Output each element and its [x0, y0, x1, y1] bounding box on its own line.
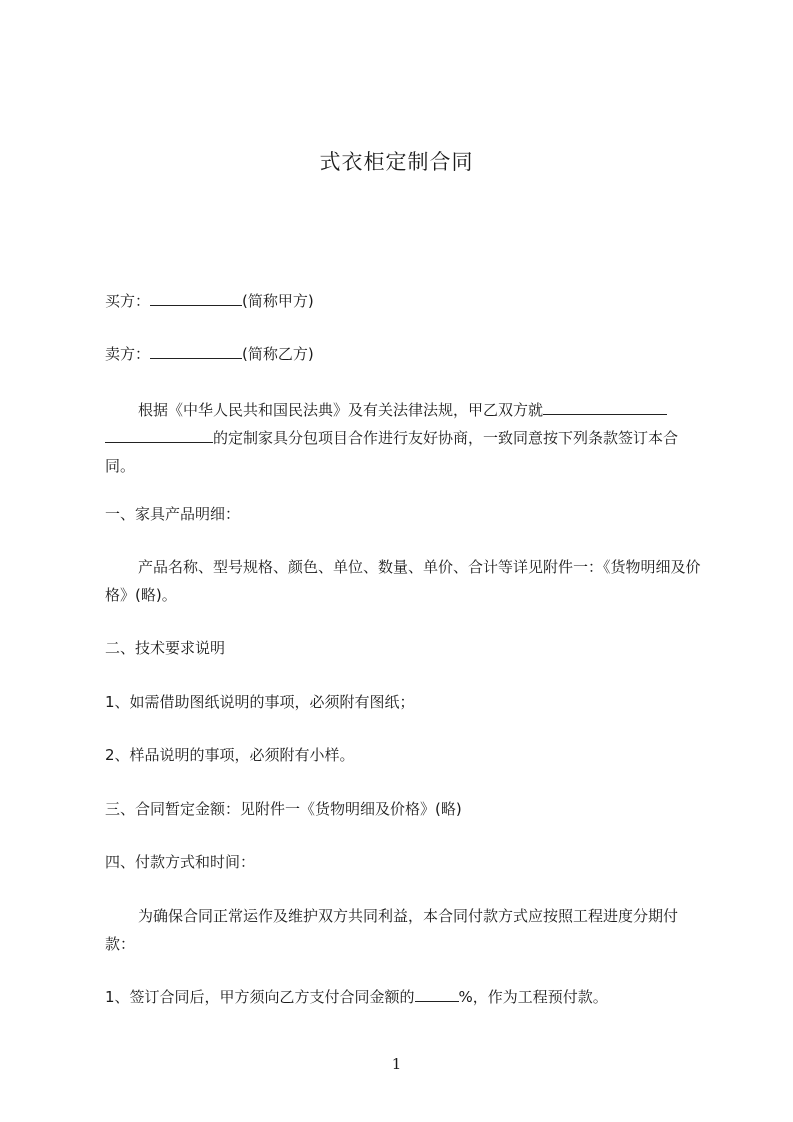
section-3-heading: 三、合同暂定金额：见附件一《货物明细及价格》(略) [105, 800, 462, 818]
section-1-heading: 一、家具产品明细： [105, 505, 241, 523]
seller-suffix: (简称乙方) [242, 345, 314, 363]
section-4-body: 为确保合同正常运作及维护双方共同利益，本合同付款方式应按照工程进度分期付款： [105, 907, 679, 953]
buyer-suffix: (简称甲方) [242, 292, 314, 310]
project-blank-2[interactable] [105, 426, 213, 443]
page-number: 1 [391, 1055, 402, 1073]
buyer-blank[interactable] [150, 289, 242, 306]
seller-line [105, 340, 705, 368]
project-blank-1[interactable] [543, 398, 667, 415]
buyer-line [105, 287, 705, 315]
percentage-blank[interactable] [415, 985, 459, 1002]
section-2-item-1: 1、如需借助图纸说明的事项，必须附有图纸； [105, 693, 415, 711]
section-2-heading: 二、技术要求说明 [105, 639, 226, 657]
seller-blank[interactable] [150, 342, 242, 359]
document-title: 式衣柜定制合同 [319, 150, 474, 174]
section-4-item-1 [105, 983, 705, 1011]
preamble-part1: 根据《中华人民共和国民法典》及有关法律法规，甲乙双方就 [138, 401, 544, 419]
section-2-item-2: 2、样品说明的事项，必须附有小样。 [105, 746, 355, 764]
section-4-item-1-part2: %，作为工程预付款。 [458, 988, 608, 1006]
section-1-body: 产品名称、型号规格、颜色、单位、数量、单价、合计等详见附件一：《货物明细及价格》(略)。 [105, 558, 701, 604]
seller-label: 卖方： [105, 345, 151, 363]
section-4-heading: 四、付款方式和时间： [105, 853, 256, 871]
preamble-paragraph [105, 396, 705, 480]
buyer-label: 买方： [105, 292, 151, 310]
section-4-item-1-part1: 1、签订合同后，甲方须向乙方支付合同金额的 [105, 988, 415, 1006]
preamble-part2: 的定制家具分包项目合作进行友好协商，一致同意按下列条款签订本合同。 [105, 429, 679, 475]
